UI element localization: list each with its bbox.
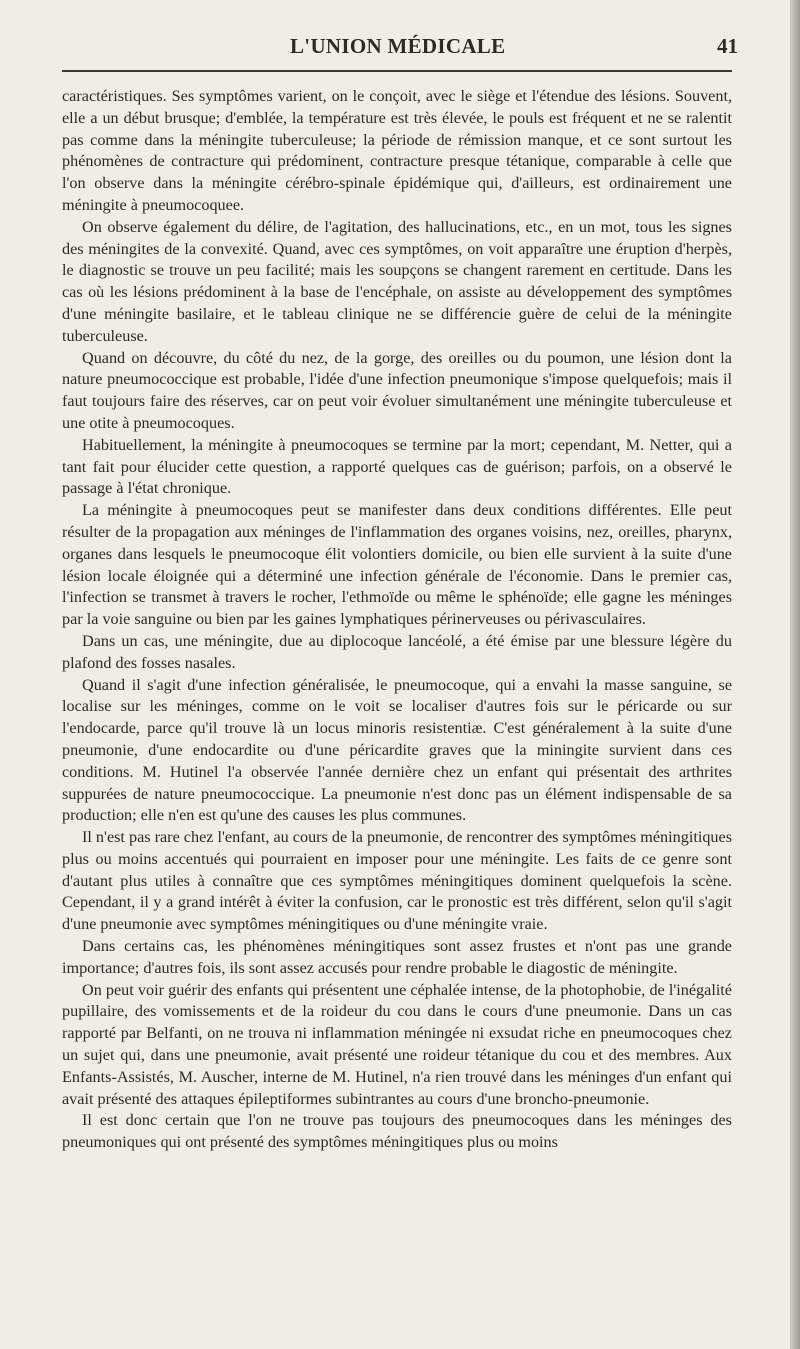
header-rule xyxy=(62,70,732,72)
page-spine-shadow xyxy=(790,0,800,1349)
paragraph: On peut voir guérir des enfants qui présentent une céphalée intense, de la photophobie, de l'inégalité pupillaire, des vomissements et de la roideur du cou dans le cours d'une pneumonie. Dans un cas rapporté par Belfanti, on ne trouva ni inflammation méningée ni exsudat riche en pneumocoques chez un sujet qui, dans une pneumonie, avait présenté une roideur tétanique du cou et des membres. Aux Enfants-Assistés, M. Auscher, interne de M. Hutinel, n'a rien trouvé dans les méninges d'un enfant qui avait présenté des attaques épileptiformes subintrantes au cours d'une broncho-pneumonie. xyxy=(62,980,732,1108)
page-header xyxy=(62,34,738,68)
paragraph: Dans un cas, une méningite, due au diplocoque lancéolé, a été émise par une blessure légère du plafond des fosses nasales. xyxy=(62,631,732,672)
paragraph: Habituellement, la méningite à pneumocoques se termine par la mort; cependant, M. Netter, qui a tant fait pour élucider cette question, a rapporté quelques cas de guérison; parfois, on a observé le passage à l'état chronique. xyxy=(62,435,732,498)
page-number: 41 xyxy=(717,34,738,58)
body-text xyxy=(62,86,732,1154)
paragraph: On observe également du délire, de l'agitation, des hallucinations, etc., en un mot, tous les signes des méningites de la convexité. Quand, avec ces symptômes, on voit apparaître une éruption d'herpès, le diagnostic se trouve un peu facilité; mais les soupçons se changent rarement en certitude. Dans les cas où les lésions prédominent à la base de l'encéphale, on assiste au développement des symptômes d'une méningite basilaire, et le tableau clinique ne se différencie guère de celui de la méningite tuberculeuse. xyxy=(62,217,732,345)
paragraph: caractéristiques. Ses symptômes varient, on le conçoit, avec le siège et l'étendue des lésions. Souvent, elle a un début brusque; d'emblée, la température est très élevée, le pouls est fréquent et ne se ralentit pas comme dans la méningite tuberculeuse; la période de rémission manque, et ce sont surtout les phénomènes de contracture qui prédominent, contracture presque tétanique, comparable à celle que l'on observe dans la méningite cérébro-spinale épidémique qui, d'ailleurs, est ordinairement une méningite à pneumocoquee. xyxy=(62,87,732,214)
paragraph: Dans certains cas, les phénomènes méningitiques sont assez frustes et n'ont pas une grande importance; d'autres fois, ils sont assez accusés pour rendre probable le diagostic de méningite. xyxy=(62,937,732,977)
paragraph: Quand il s'agit d'une infection généralisée, le pneumocoque, qui a envahi la masse sanguine, se localise sur les méninges, comme on le voit se localiser d'autres fois sur le péricarde ou sur l'endocarde, parce qu'il trouve là un locus minoris resistentiæ. C'est généralement à la suite d'une pneumonie, d'une endocardite ou d'une péricardite graves que la miningite survient dans ces conditions. M. Hutinel l'a observée l'année dernière chez un enfant qui présentait des arthrites suppurées de nature pneumococcique. La pneumonie n'est donc pas un élément indispensable de sa production; elle n'en est qu'une des causes les plus communes. xyxy=(62,675,732,825)
paragraph: La méningite à pneumocoques peut se manifester dans deux conditions différentes. Elle peut résulter de la propagation aux méninges de l'inflammation des organes voisins, nez, oreilles, pharynx, organes dans lesquels le pneumocoque élit volontiers domicile, ou bien elle survient à la suite d'une lésion locale éloignée qui a déterminé une infection générale de l'économie. Dans le premier cas, l'infection se transmet à travers le rocher, l'ethmoïde ou même le sphénoïde; elle gagne les méninges par la voie sanguine ou bien par les gaines lymphatiques périnerveuses ou périvasculaires. xyxy=(62,501,732,629)
running-title: L'UNION MÉDICALE xyxy=(290,34,506,58)
paragraph: Quand on découvre, du côté du nez, de la gorge, des oreilles ou du poumon, une lésion dont la nature pneumococcique est probable, l'idée d'une infection pneumonique s'impose quelquefois; mais il faut toujours faire des réserves, car on peut voir évoluer simultanément une méningite tuberculeuse et une otite à pneumocoques. xyxy=(62,348,732,432)
paragraph: Il n'est pas rare chez l'enfant, au cours de la pneumonie, de rencontrer des symptômes méningitiques plus ou moins accentués qui pourraient en imposer pour une méningite. Les faits de ce genre sont d'autant plus utiles à connaître que ces symptômes méningitiques dominent quelquefois la scène. Cependant, il y a grand intérêt à éviter la confusion, car le pronostic est très différent, selon qu'il s'agit d'une pneumonie avec symptômes méningitiques ou d'une méningite vraie. xyxy=(62,828,732,934)
paragraph: Il est donc certain que l'on ne trouve pas toujours des pneumocoques dans les méninges des pneumoniques qui ont présenté des symptômes méningitiques plus ou moins xyxy=(62,1111,732,1152)
